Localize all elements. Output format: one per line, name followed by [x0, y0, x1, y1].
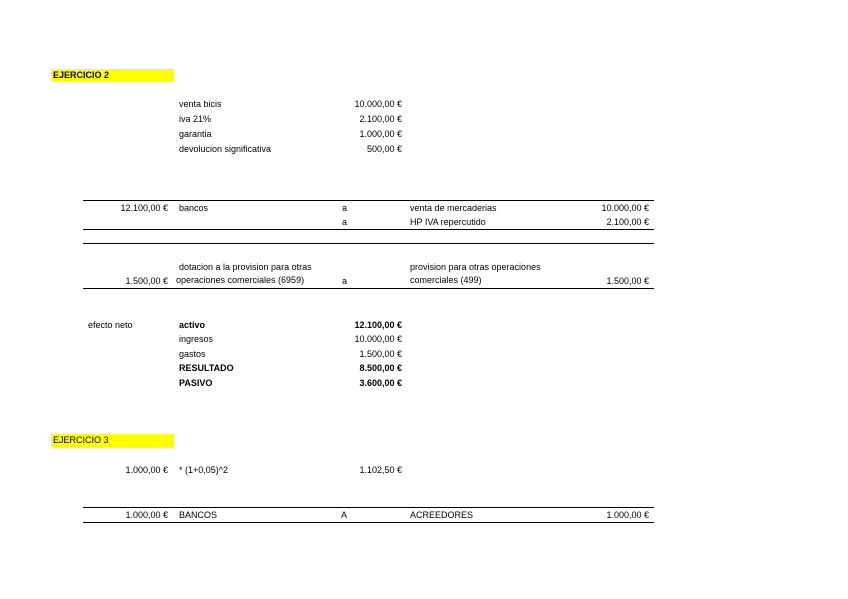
effect-row-label: gastos: [179, 349, 206, 359]
ejercicio-3-header: [51, 434, 174, 447]
entry-1-credit-2: HP IVA repercutido: [410, 217, 486, 227]
entry-2-bottom-rule: [83, 288, 654, 289]
effect-row-value: 1.500,00 €: [359, 349, 402, 359]
entry-3-bottom-rule: [83, 522, 654, 523]
entry-1-credit-1: venta de mercaderias: [410, 203, 497, 213]
effect-row-label: RESULTADO: [179, 363, 234, 373]
entry-1-credit-1-amount: 10.000,00 €: [601, 203, 649, 213]
entry-1-bottom-rule: [83, 229, 654, 230]
entry-2-debit-line-2: operaciones comerciales (6959): [176, 275, 305, 285]
ejercicio-3-title: EJERCICIO 3: [53, 435, 109, 445]
entry-3-top-rule: [83, 507, 654, 508]
effect-row-value: 8.500,00 €: [359, 363, 402, 373]
entry-1-top-rule: [83, 200, 654, 201]
item-label: devolucion significativa: [179, 144, 272, 154]
entry-1-amount: 12.100,00 €: [120, 203, 168, 213]
entry-1-a-1: a: [342, 203, 348, 213]
entry-2-amount: 1.500,00 €: [125, 276, 168, 286]
effect-row-label: activo: [179, 320, 206, 330]
entry-1-credit-2-amount: 2.100,00 €: [606, 217, 649, 227]
item-value: 1.000,00 €: [359, 129, 402, 139]
item-label: venta bicis: [179, 99, 222, 109]
item-label: garantia: [179, 129, 212, 139]
ejercicio-2-title: EJERCICIO 2: [53, 70, 110, 80]
entry-1-debit: bancos: [179, 203, 209, 213]
item-value: 500,00 €: [366, 144, 402, 154]
entry-2-top-rule: [83, 243, 654, 244]
effect-row-label: PASIVO: [179, 378, 213, 388]
entry-2-credit-line-2: comerciales (499): [410, 275, 482, 285]
effect-row-value: 10.000,00 €: [354, 334, 402, 344]
entry-2-credit-amount: 1.500,00 €: [606, 276, 649, 286]
ejercicio-2-header: [51, 69, 174, 82]
item-label: iva 21%: [179, 114, 212, 124]
entry-3-amount: 1.000,00 €: [125, 510, 168, 520]
entry-3-credit: ACREEDORES: [410, 510, 474, 520]
effect-row-value: 12.100,00 €: [354, 320, 402, 330]
entry-2-debit-line-1: dotacion a la provision para otras: [179, 262, 312, 272]
effect-label: efecto neto: [88, 320, 133, 330]
entry-1-a-2: a: [342, 217, 348, 227]
item-value: 10.000,00 €: [354, 99, 402, 109]
calc-formula: * (1+0,05)^2: [179, 465, 229, 475]
item-value: 2.100,00 €: [359, 114, 402, 124]
entry-3-a: A: [341, 510, 348, 520]
effect-row-label: ingresos: [179, 334, 214, 344]
calc-result: 1.102,50 €: [359, 465, 402, 475]
entry-2-credit-line-1: provision para otras operaciones: [410, 262, 541, 272]
entry-2-a: a: [342, 276, 348, 286]
entry-3-credit-amount: 1.000,00 €: [606, 510, 649, 520]
entry-3-debit: BANCOS: [179, 510, 218, 520]
effect-row-value: 3.600,00 €: [359, 378, 402, 388]
calc-base: 1.000,00 €: [125, 465, 168, 475]
